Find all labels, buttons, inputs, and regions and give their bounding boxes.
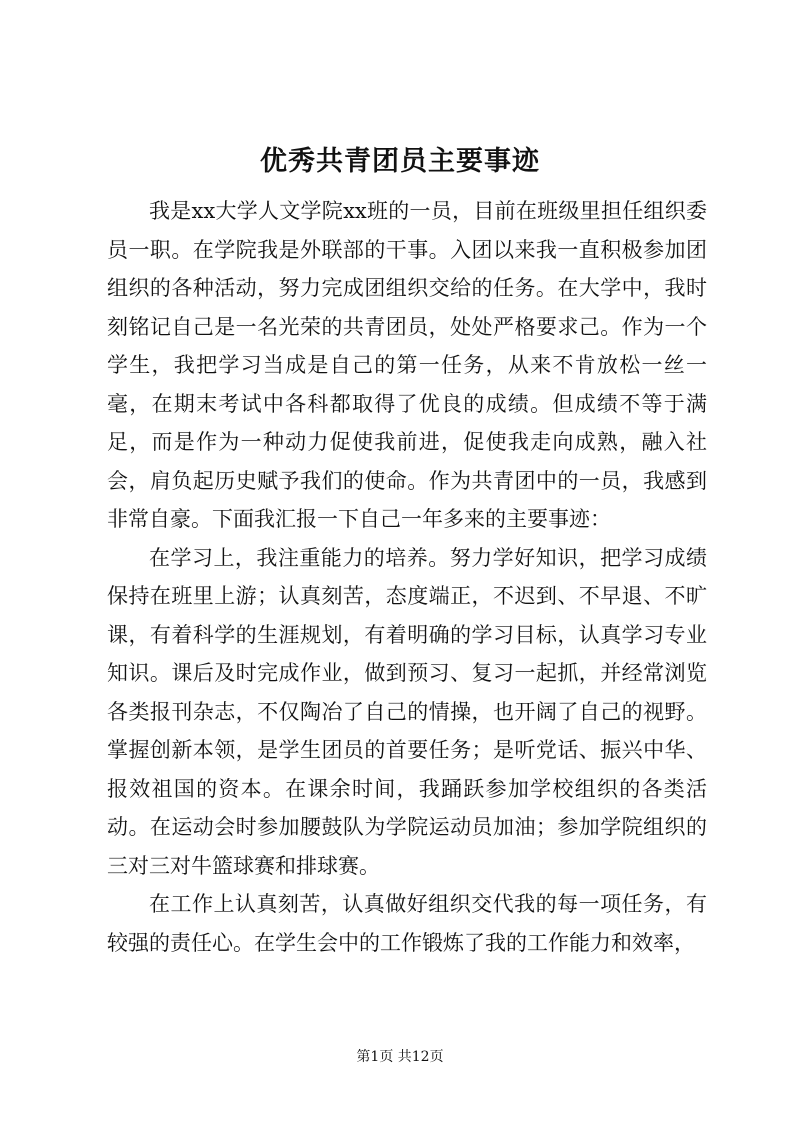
page-footer: 第1页 共12页	[356, 1049, 444, 1065]
document-body	[107, 192, 707, 962]
paragraph-study: 在学习上，我注重能力的培养。努力学好知识，把学习成绩保持在班里上游；认真刻苦，态度端正，不迟到、不早退、不旷课，有着科学的生涯规划，有着明确的学习目标，认真学习专业知识。课后及时完成作业，做到预习、复习一起抓，并经常浏览各类报刊杂志，不仅陶冶了自己的情操，也开阔了自己的视野。掌握创新本领，是学生团员的首要任务；是听党话、振兴中华、报效祖国的资本。在课余时间，我踊跃参加学校组织的各类活动。在运动会时参加腰鼓队为学院运动员加油；参加学院组织的三对三对牛篮球赛和排球赛。	[107, 545, 707, 878]
paragraph-work: 在工作上认真刻苦，认真做好组织交代我的每一项任务，有较强的责任心。在学生会中的工作锻炼了我的工作能力和效率，	[107, 892, 707, 955]
paragraph-intro: 我是xx大学人文学院xx班的一员，目前在班级里担任组织委员一职。在学院我是外联部的干事。入团以来我一直积极参加团组织的各种活动，努力完成团组织交给的任务。在大学中，我时刻铭记自己是一名光荣的共青团员，处处严格要求己。作为一个学生，我把学习当成是自己的第一任务，从来不肯放松一丝一毫，在期末考试中各科都取得了优良的成绩。但成绩不等于满足，而是作为一种动力促使我前进，促使我走向成熟，融入社会，肩负起历史赋予我们的使命。作为共青团中的一员，我感到非常自豪。下面我汇报一下自己一年多来的主要事迹：	[107, 199, 707, 531]
document-title: 优秀共青团员主要事迹	[260, 146, 540, 177]
